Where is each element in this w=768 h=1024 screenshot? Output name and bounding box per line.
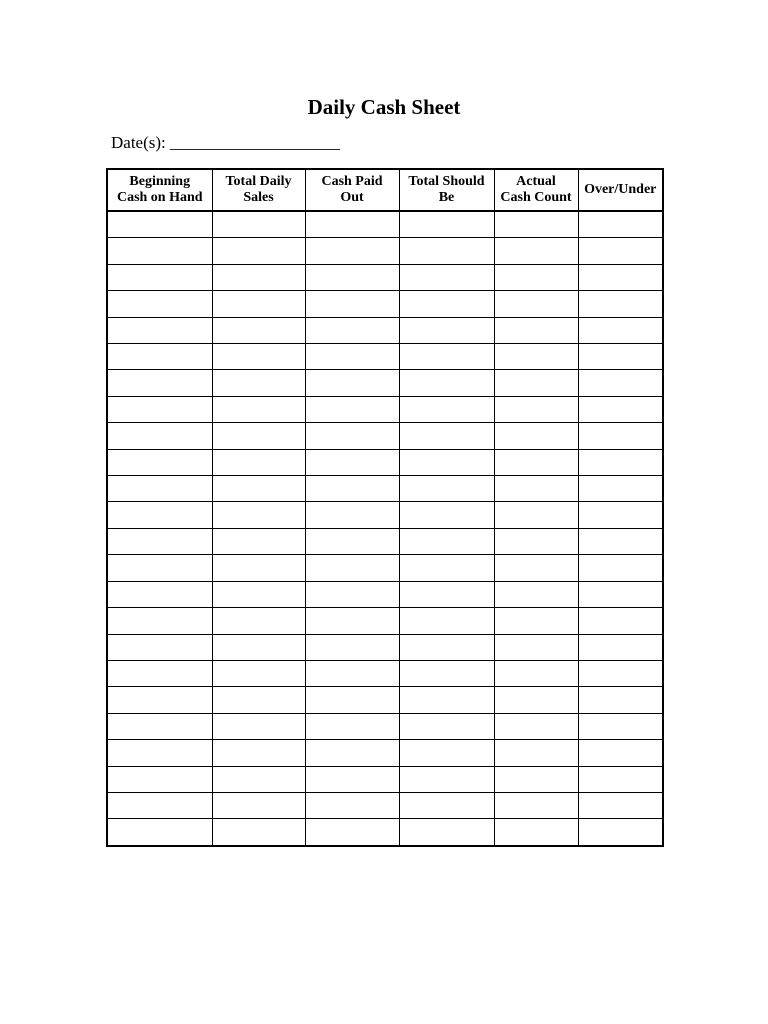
table-cell[interactable] xyxy=(212,211,305,238)
table-row xyxy=(107,423,663,449)
table-cell[interactable] xyxy=(494,819,578,846)
table-row xyxy=(107,211,663,238)
table-cell[interactable] xyxy=(107,476,212,502)
table-cell[interactable] xyxy=(399,344,494,370)
table-cell[interactable] xyxy=(212,238,305,264)
table-cell[interactable] xyxy=(212,819,305,846)
table-cell[interactable] xyxy=(305,581,399,607)
table-cell[interactable] xyxy=(399,608,494,634)
table-cell[interactable] xyxy=(399,740,494,766)
table-cell[interactable] xyxy=(494,317,578,343)
table-cell[interactable] xyxy=(107,740,212,766)
table-row xyxy=(107,792,663,818)
table-cell[interactable] xyxy=(305,634,399,660)
table-row xyxy=(107,476,663,502)
table-cell[interactable] xyxy=(578,344,663,370)
table-cell[interactable] xyxy=(399,423,494,449)
table-row xyxy=(107,264,663,290)
table-cell[interactable] xyxy=(305,660,399,686)
table-cell[interactable] xyxy=(494,608,578,634)
table-cell[interactable] xyxy=(305,687,399,713)
table-cell[interactable] xyxy=(305,608,399,634)
table-cell[interactable] xyxy=(578,396,663,422)
table-body xyxy=(107,211,663,846)
table-cell[interactable] xyxy=(578,608,663,634)
table-cell[interactable] xyxy=(578,264,663,290)
table-cell[interactable] xyxy=(107,211,212,238)
table-cell[interactable] xyxy=(578,449,663,475)
table-cell[interactable] xyxy=(107,581,212,607)
table-cell[interactable] xyxy=(399,476,494,502)
table-cell[interactable] xyxy=(212,687,305,713)
table-cell[interactable] xyxy=(399,502,494,528)
table-cell[interactable] xyxy=(399,528,494,554)
table-cell[interactable] xyxy=(399,634,494,660)
table-cell[interactable] xyxy=(212,792,305,818)
table-cell[interactable] xyxy=(399,449,494,475)
table-cell[interactable] xyxy=(107,792,212,818)
table-cell[interactable] xyxy=(578,317,663,343)
table-cell[interactable] xyxy=(494,211,578,238)
table-cell[interactable] xyxy=(212,581,305,607)
table-cell[interactable] xyxy=(578,766,663,792)
table-cell[interactable] xyxy=(578,740,663,766)
table-cell[interactable] xyxy=(212,423,305,449)
table-cell[interactable] xyxy=(107,713,212,739)
table-cell[interactable] xyxy=(305,344,399,370)
table-cell[interactable] xyxy=(107,370,212,396)
table-cell[interactable] xyxy=(399,792,494,818)
table-cell[interactable] xyxy=(305,370,399,396)
table-cell[interactable] xyxy=(399,555,494,581)
table-row xyxy=(107,740,663,766)
table-cell[interactable] xyxy=(399,713,494,739)
table-cell[interactable] xyxy=(212,660,305,686)
table-cell[interactable] xyxy=(305,792,399,818)
header-total-should-be: Total Should Be xyxy=(399,169,494,211)
table-row xyxy=(107,713,663,739)
table-cell[interactable] xyxy=(107,317,212,343)
table-cell[interactable] xyxy=(107,766,212,792)
table-cell[interactable] xyxy=(399,581,494,607)
table-cell[interactable] xyxy=(578,476,663,502)
table-row xyxy=(107,344,663,370)
table-cell[interactable] xyxy=(107,608,212,634)
table-cell[interactable] xyxy=(212,740,305,766)
table-cell[interactable] xyxy=(107,396,212,422)
table-cell[interactable] xyxy=(494,766,578,792)
table-cell[interactable] xyxy=(578,581,663,607)
table-cell[interactable] xyxy=(578,660,663,686)
header-beginning-cash-on-hand: Beginning Cash on Hand xyxy=(107,169,212,211)
table-cell[interactable] xyxy=(305,476,399,502)
table-cell[interactable] xyxy=(494,581,578,607)
table-cell[interactable] xyxy=(578,634,663,660)
table-cell[interactable] xyxy=(305,317,399,343)
table-cell[interactable] xyxy=(399,766,494,792)
table-cell[interactable] xyxy=(494,344,578,370)
table-row xyxy=(107,396,663,422)
table-cell[interactable] xyxy=(212,264,305,290)
table-cell[interactable] xyxy=(212,528,305,554)
table-cell[interactable] xyxy=(399,396,494,422)
date-field-label: Date(s): ____________________ xyxy=(111,133,341,152)
table-cell[interactable] xyxy=(578,291,663,317)
table-cell[interactable] xyxy=(107,555,212,581)
table-cell[interactable] xyxy=(305,766,399,792)
table-cell[interactable] xyxy=(494,502,578,528)
table-cell[interactable] xyxy=(578,555,663,581)
cash-sheet-table xyxy=(106,168,664,847)
table-cell[interactable] xyxy=(305,713,399,739)
table-cell[interactable] xyxy=(305,449,399,475)
table-row xyxy=(107,528,663,554)
table-cell[interactable] xyxy=(578,211,663,238)
table-cell[interactable] xyxy=(107,819,212,846)
table-cell[interactable] xyxy=(399,819,494,846)
table-cell[interactable] xyxy=(305,555,399,581)
table-cell[interactable] xyxy=(399,211,494,238)
table-row xyxy=(107,819,663,846)
table-cell[interactable] xyxy=(107,634,212,660)
table-cell[interactable] xyxy=(212,291,305,317)
table-row xyxy=(107,555,663,581)
table-cell[interactable] xyxy=(578,792,663,818)
table-cell[interactable] xyxy=(494,528,578,554)
table-cell[interactable] xyxy=(305,238,399,264)
table-cell[interactable] xyxy=(494,713,578,739)
table-cell[interactable] xyxy=(578,528,663,554)
table-row xyxy=(107,317,663,343)
table-row xyxy=(107,238,663,264)
table-cell[interactable] xyxy=(494,555,578,581)
header-over-under: Over/Under xyxy=(578,169,663,211)
table-cell[interactable] xyxy=(494,792,578,818)
table-cell[interactable] xyxy=(494,370,578,396)
table-cell[interactable] xyxy=(107,528,212,554)
table-cell[interactable] xyxy=(107,449,212,475)
table-cell[interactable] xyxy=(212,766,305,792)
table-row xyxy=(107,502,663,528)
table-row xyxy=(107,660,663,686)
table-cell[interactable] xyxy=(305,528,399,554)
table-cell[interactable] xyxy=(107,238,212,264)
table-cell[interactable] xyxy=(494,740,578,766)
table-cell[interactable] xyxy=(107,423,212,449)
table-cell[interactable] xyxy=(494,660,578,686)
table-cell[interactable] xyxy=(399,238,494,264)
table-cell[interactable] xyxy=(107,264,212,290)
table-cell[interactable] xyxy=(107,660,212,686)
table-cell[interactable] xyxy=(399,370,494,396)
table-cell[interactable] xyxy=(212,608,305,634)
header-cash-paid-out: Cash Paid Out xyxy=(305,169,399,211)
table-row xyxy=(107,608,663,634)
header-total-daily-sales: Total Daily Sales xyxy=(212,169,305,211)
table-cell[interactable] xyxy=(399,291,494,317)
table-cell[interactable] xyxy=(494,476,578,502)
table-cell[interactable] xyxy=(578,423,663,449)
table-row xyxy=(107,581,663,607)
table-cell[interactable] xyxy=(578,370,663,396)
table-cell[interactable] xyxy=(212,502,305,528)
table-cell[interactable] xyxy=(212,555,305,581)
table-cell[interactable] xyxy=(578,238,663,264)
table-cell[interactable] xyxy=(212,476,305,502)
table-row xyxy=(107,449,663,475)
table-cell[interactable] xyxy=(578,713,663,739)
table-row xyxy=(107,291,663,317)
table-cell[interactable] xyxy=(578,502,663,528)
table-cell[interactable] xyxy=(305,819,399,846)
table-cell[interactable] xyxy=(212,449,305,475)
table-cell[interactable] xyxy=(578,687,663,713)
table-cell[interactable] xyxy=(494,423,578,449)
table-cell[interactable] xyxy=(305,423,399,449)
table-cell[interactable] xyxy=(212,370,305,396)
table-row xyxy=(107,634,663,660)
table-cell[interactable] xyxy=(494,687,578,713)
table-cell[interactable] xyxy=(305,264,399,290)
table-row xyxy=(107,687,663,713)
table-cell[interactable] xyxy=(107,291,212,317)
table-cell[interactable] xyxy=(399,317,494,343)
table-cell[interactable] xyxy=(212,634,305,660)
table-cell[interactable] xyxy=(494,291,578,317)
table-cell[interactable] xyxy=(305,291,399,317)
table-cell[interactable] xyxy=(494,238,578,264)
table-cell[interactable] xyxy=(578,819,663,846)
table-header-row xyxy=(107,169,663,211)
table-cell[interactable] xyxy=(399,687,494,713)
header-actual-cash-count: Actual Cash Count xyxy=(494,169,578,211)
table-row xyxy=(107,370,663,396)
table-cell[interactable] xyxy=(305,211,399,238)
table-cell[interactable] xyxy=(399,660,494,686)
table-cell[interactable] xyxy=(107,687,212,713)
table-cell[interactable] xyxy=(494,264,578,290)
table-cell[interactable] xyxy=(212,713,305,739)
table-cell[interactable] xyxy=(494,634,578,660)
table-cell[interactable] xyxy=(212,317,305,343)
table-cell[interactable] xyxy=(305,740,399,766)
table-row xyxy=(107,766,663,792)
page-title: Daily Cash Sheet xyxy=(307,95,461,119)
table-cell[interactable] xyxy=(494,396,578,422)
table-cell[interactable] xyxy=(107,344,212,370)
table-cell[interactable] xyxy=(399,264,494,290)
table-cell[interactable] xyxy=(494,449,578,475)
table-cell[interactable] xyxy=(107,502,212,528)
table-cell[interactable] xyxy=(305,396,399,422)
table-cell[interactable] xyxy=(212,396,305,422)
table-cell[interactable] xyxy=(212,344,305,370)
table-cell[interactable] xyxy=(305,502,399,528)
